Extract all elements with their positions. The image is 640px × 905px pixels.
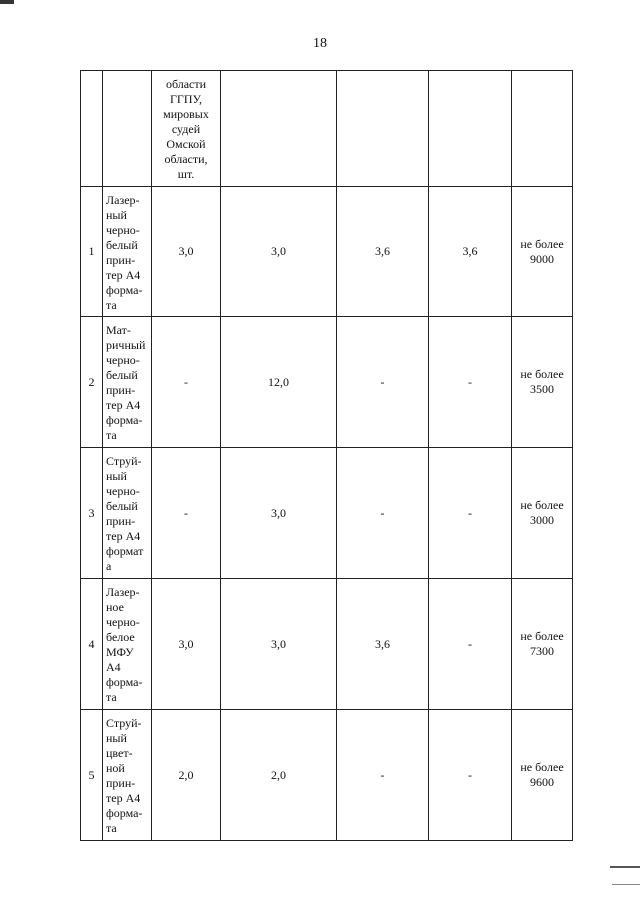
row-value-5: - [337,448,429,579]
scan-corner-mark [0,0,14,4]
header-cell-6 [429,71,512,187]
row-value-6: - [429,710,512,841]
header-cell-4 [221,71,337,187]
row-value-6: - [429,317,512,448]
row-value-5: - [337,710,429,841]
row-value-4: 3,0 [221,579,337,710]
row-item-name: Мат- ричный черно- белый прин- тер А4 форма- та [103,317,152,448]
row-value-courts: 3,0 [152,579,221,710]
scan-edge-mark [610,866,640,868]
scan-edge-mark [612,884,640,885]
row-value-4: 2,0 [221,710,337,841]
row-value-5: 3,6 [337,579,429,710]
row-value-courts: 3,0 [152,187,221,317]
row-value-6: - [429,448,512,579]
table-row [81,579,573,710]
equipment-table [80,70,573,841]
header-cell-courts: области ГГПУ, мировых судей Омской области, шт. [152,71,221,187]
row-value-4: 3,0 [221,187,337,317]
row-value-6: 3,6 [429,187,512,317]
row-number: 5 [81,710,103,841]
row-item-name: Струй- ный цвет- ной прин- тер А4 форма- та [103,710,152,841]
row-price: не более 7300 [512,579,573,710]
row-price: не более 9000 [512,187,573,317]
row-value-courts: - [152,448,221,579]
table-row [81,710,573,841]
row-item-name: Лазер- ное черно- белое МФУ А4 форма- та [103,579,152,710]
row-value-6: - [429,579,512,710]
table-row [81,317,573,448]
header-cell-5 [337,71,429,187]
table-row [81,448,573,579]
row-value-4: 12,0 [221,317,337,448]
row-value-courts: 2,0 [152,710,221,841]
header-cell-price [512,71,573,187]
row-number: 3 [81,448,103,579]
row-value-5: 3,6 [337,187,429,317]
row-number: 1 [81,187,103,317]
row-value-courts: - [152,317,221,448]
row-value-4: 3,0 [221,448,337,579]
row-item-name: Струй- ный черно- белый прин- тер А4 формат а [103,448,152,579]
row-item-name: Лазер- ный черно- белый прин- тер А4 форма- та [103,187,152,317]
page-number: 18 [313,36,327,51]
row-price: не более 3000 [512,448,573,579]
header-cell-number [81,71,103,187]
table-row [81,187,573,317]
table-header-row [81,71,573,187]
row-value-5: - [337,317,429,448]
header-cell-name [103,71,152,187]
row-number: 2 [81,317,103,448]
row-price: не более 9600 [512,710,573,841]
row-number: 4 [81,579,103,710]
row-price: не более 3500 [512,317,573,448]
